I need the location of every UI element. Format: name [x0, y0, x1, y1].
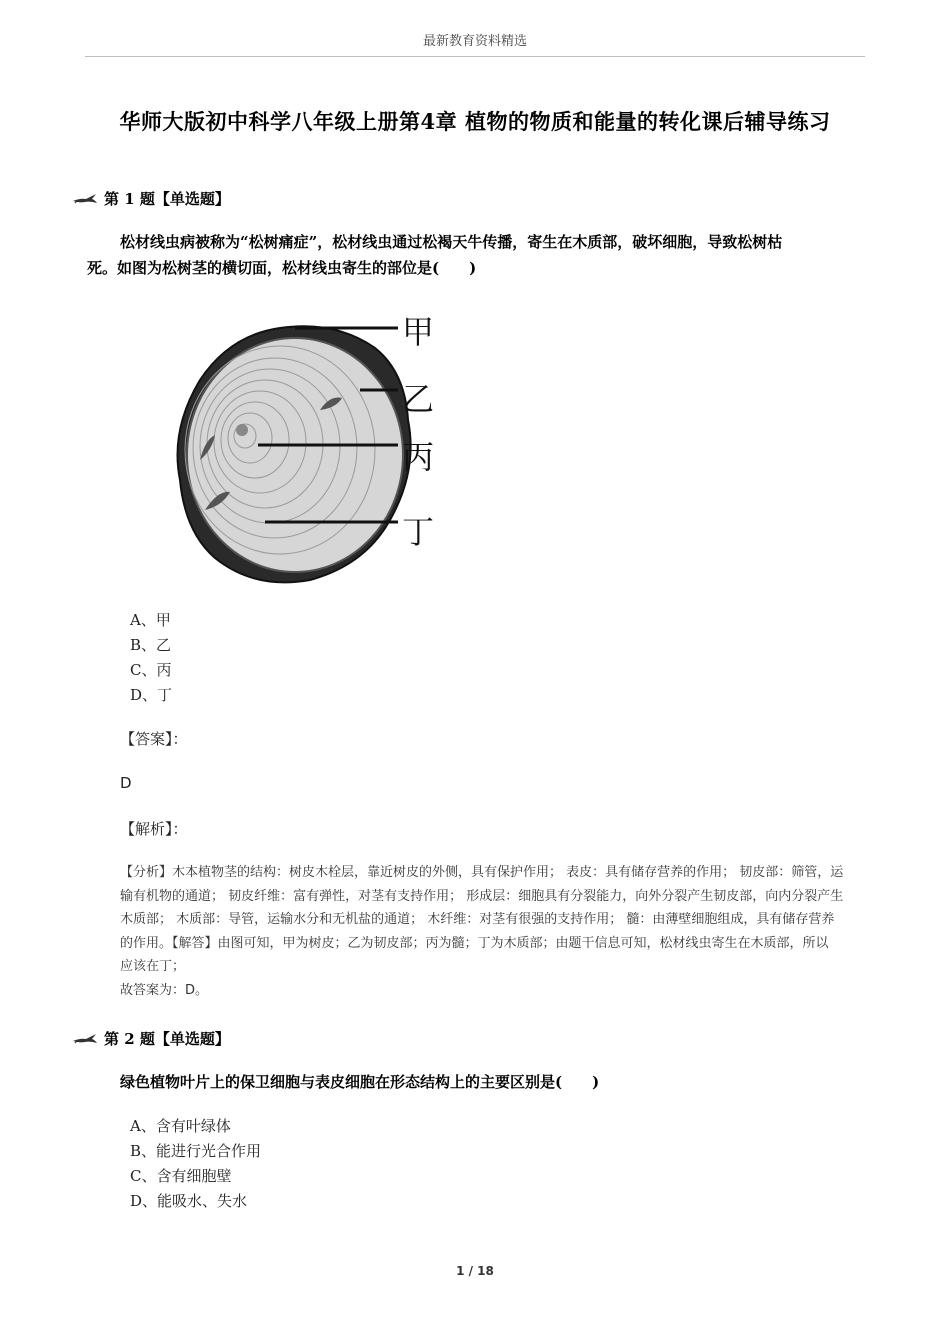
- figure-label-ding: 丁: [402, 513, 435, 551]
- question-2-stem: 绿色植物叶片上的保卫细胞与表皮细胞在形态结构上的主要区别是( ): [120, 1073, 600, 1091]
- q1-analysis: [120, 861, 895, 1002]
- pith: [236, 424, 248, 436]
- analysis-line: 的作用。【解答】由图可知，甲为树皮；乙为韧皮部；丙为髓；丁为木质部；由题干信息可知，松材线虫寄生在木质部，所以: [120, 935, 829, 951]
- analysis-line: 木质部； 木质部：导管，运输水分和无机盐的通道； 木纤维：对茎有很强的支持作用； 髓：由薄壁细胞组成，具有储存营养: [120, 912, 835, 927]
- figure-label-yi: 乙: [402, 380, 435, 418]
- question-1-heading: [72, 186, 230, 210]
- q2-option-b[interactable]: B、能进行光合作用: [130, 1142, 262, 1160]
- analysis-line: 输有机物的通道； 韧皮纤维：富有弹性，对茎有支持作用； 形成层：细胞具有分裂能力，向外分裂产生韧皮部，向内分裂产生: [120, 888, 844, 904]
- q1-option-c[interactable]: C、丙: [130, 661, 172, 679]
- q1-answer-value: D: [120, 774, 132, 792]
- q1-answer-label: 【答案】：: [120, 730, 188, 748]
- question-1-stem-line2: 死。如图为松树茎的横切面，松材线虫寄生的部位是( ): [87, 259, 477, 277]
- q1-option-d[interactable]: D、丁: [130, 686, 173, 704]
- figure-label-bing: 丙: [402, 438, 435, 476]
- q2-option-a[interactable]: A、含有叶绿体: [130, 1117, 231, 1135]
- question-1-heading-text: 第 1 题【单选题】: [104, 189, 230, 208]
- analysis-line: 【分析】木本植物茎的结构：树皮木栓层，靠近树皮的外侧，具有保护作用； 表皮：具有储存营养的作用； 韧皮部：筛管，运: [120, 865, 844, 880]
- document-title: 华师大版初中科学八年级上册第4章 植物的物质和能量的转化课后辅导练习: [119, 109, 831, 134]
- question-2-heading-text: 第 2 题【单选题】: [104, 1029, 230, 1048]
- header-divider: [85, 56, 865, 57]
- q1-option-a[interactable]: A、甲: [130, 611, 171, 629]
- bird-icon: [72, 1031, 98, 1045]
- question-1-stem-line1: 松材线虫病被称为“松树痛症”，松材线虫通过松褐天牛传播，寄生在木质部，破坏细胞，导致松树枯: [120, 233, 783, 251]
- figure-label-jia: 甲: [402, 313, 435, 351]
- analysis-line: 故答案为：D。: [120, 982, 209, 998]
- q1-option-b[interactable]: B、乙: [130, 636, 172, 654]
- q2-option-d[interactable]: D、能吸水、失水: [130, 1192, 248, 1210]
- tree-stem-cross-section-figure: [160, 310, 460, 600]
- page-number: 1 / 18: [456, 1264, 494, 1278]
- question-2-heading: [72, 1026, 230, 1050]
- analysis-line: 应该在丁；: [120, 959, 186, 974]
- q1-analysis-label: 【解析】：: [120, 820, 188, 838]
- bird-icon: [72, 191, 98, 205]
- wood: [187, 338, 403, 572]
- page-header-note: 最新教育资料精选: [422, 34, 527, 49]
- q2-option-c[interactable]: C、含有细胞壁: [130, 1167, 232, 1185]
